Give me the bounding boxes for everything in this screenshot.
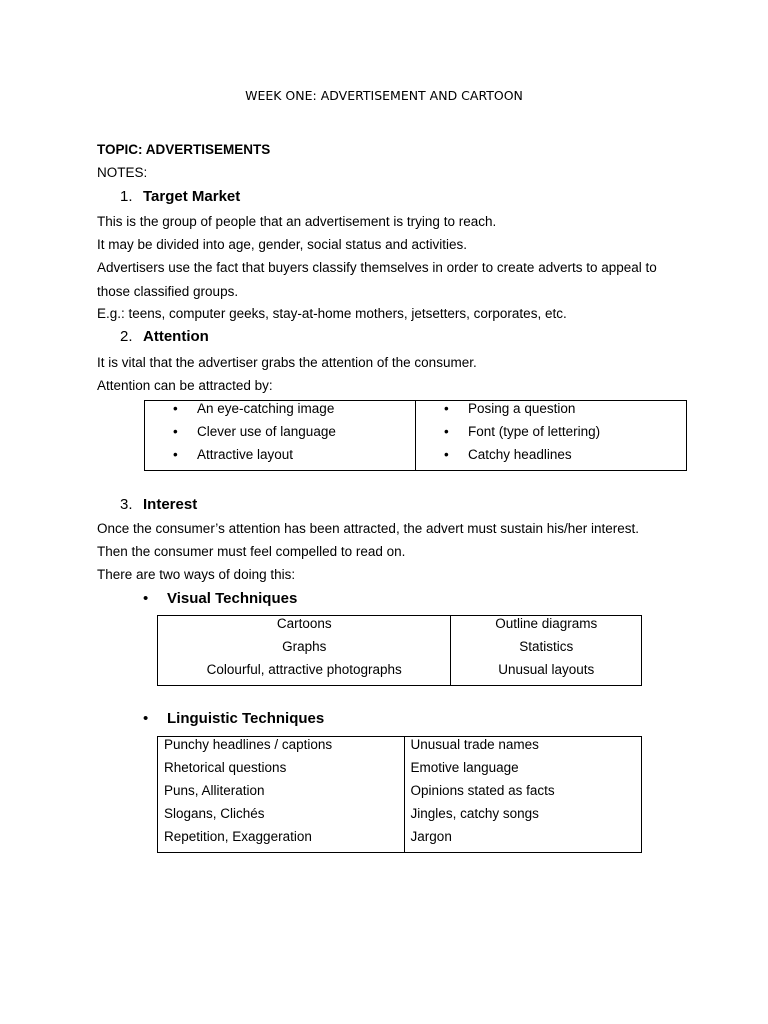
table-item: • Attractive layout	[145, 447, 415, 470]
table-item: Emotive language	[410, 760, 519, 775]
bullet-icon: •	[143, 590, 149, 607]
table-item: Jargon	[410, 829, 452, 844]
section3-line: There are two ways of doing this:	[97, 567, 296, 582]
section2-heading: Attention	[143, 328, 209, 345]
attention-table	[144, 400, 687, 471]
section1-line: E.g.: teens, computer geeks, stay-at-home mothers, jetsetters, corporates, etc.	[97, 306, 567, 321]
table-item: • An eye-catching image	[145, 401, 415, 424]
document-title: WEEK ONE: ADVERTISEMENT AND CARTOON	[245, 88, 523, 103]
visual-techniques-table	[157, 615, 642, 686]
section3-number: 3.	[120, 496, 133, 513]
table-item: Outline diagrams	[495, 616, 598, 631]
visual-right-cell	[451, 616, 642, 686]
linguistic-left-cell	[158, 737, 405, 853]
visual-techniques-heading	[143, 590, 298, 608]
table-item: Unusual layouts	[498, 662, 595, 677]
table-item: Unusual trade names	[410, 737, 539, 752]
section3-heading: Interest	[143, 496, 198, 513]
table-item: Colourful, attractive photographs	[206, 662, 402, 677]
table-item: Jingles, catchy songs	[410, 806, 539, 821]
section1-line: This is the group of people that an advertisement is trying to reach.	[97, 214, 497, 229]
section1-line: It may be divided into age, gender, social status and activities.	[97, 237, 467, 252]
section2-number: 2.	[120, 328, 133, 345]
table-item: Puns, Alliteration	[164, 783, 265, 798]
section1-line: those classified groups.	[97, 284, 239, 299]
linguistic-techniques-label: Linguistic Techniques	[167, 710, 325, 727]
section1-heading: Target Market	[143, 188, 241, 205]
table-item: • Clever use of language	[145, 424, 415, 447]
table-item: • Catchy headlines	[416, 447, 686, 470]
table-item: Rhetorical questions	[164, 760, 287, 775]
attention-right-cell	[416, 401, 687, 471]
table-item: Repetition, Exaggeration	[164, 829, 312, 844]
linguistic-techniques-heading	[143, 710, 325, 728]
linguistic-techniques-table	[157, 736, 642, 853]
section3-line: Then the consumer must feel compelled to read on.	[97, 544, 406, 559]
table-item: Statistics	[519, 639, 574, 654]
section2-line: Attention can be attracted by:	[97, 378, 273, 393]
visual-techniques-label: Visual Techniques	[167, 590, 298, 607]
section1-number: 1.	[120, 188, 133, 205]
bullet-icon: •	[143, 710, 149, 727]
section3-line: Once the consumer’s attention has been attracted, the advert must sustain his/her interest.	[97, 521, 640, 536]
table-item: • Posing a question	[416, 401, 686, 424]
table-item: Punchy headlines / captions	[164, 737, 333, 752]
attention-left-cell	[145, 401, 416, 471]
notes-label: NOTES:	[97, 165, 148, 180]
table-item: • Font (type of lettering)	[416, 424, 686, 447]
table-item: Graphs	[282, 639, 327, 654]
topic-heading: TOPIC: ADVERTISEMENTS	[97, 142, 271, 157]
table-item: Slogans, Clichés	[164, 806, 265, 821]
table-item: Cartoons	[276, 616, 332, 631]
section1-line: Advertisers use the fact that buyers classify themselves in order to create adverts to appeal to	[97, 260, 657, 275]
table-item: Opinions stated as facts	[410, 783, 555, 798]
visual-left-cell	[158, 616, 451, 686]
linguistic-right-cell	[404, 737, 641, 853]
section2-line: It is vital that the advertiser grabs the attention of the consumer.	[97, 355, 477, 370]
